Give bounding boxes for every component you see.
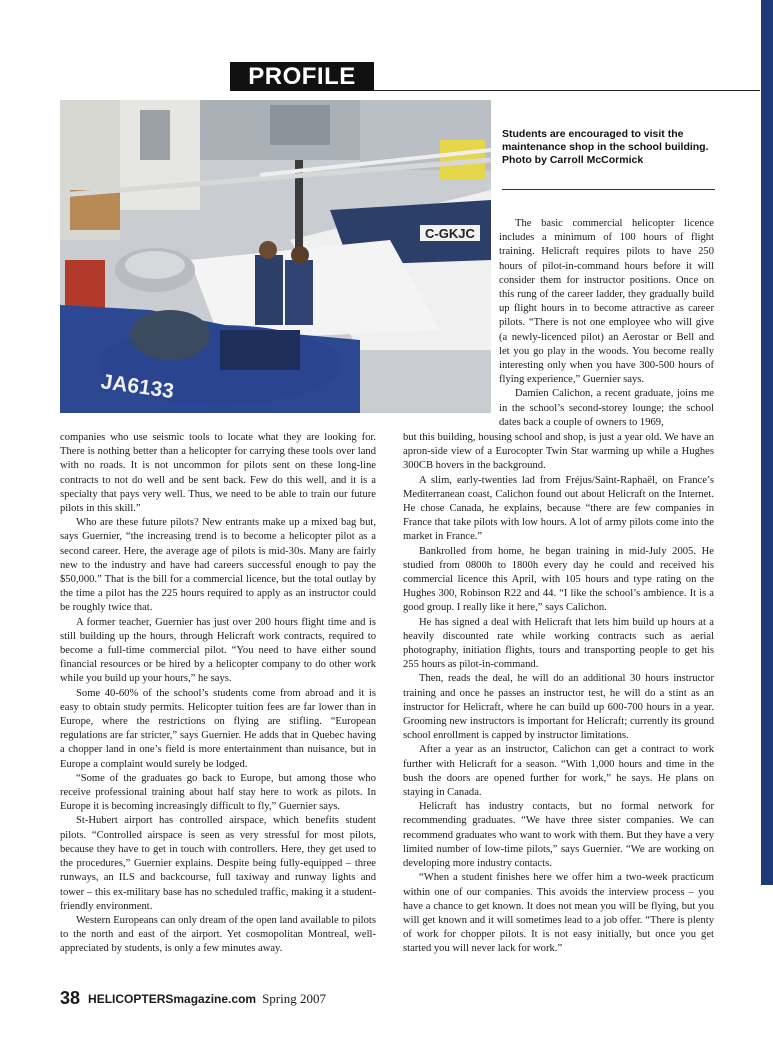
paragraph: Then, reads the deal, he will do an additional 30 hours instructor training and once he passes an instructor test, he will do a stint as an instructor for Helicraft, where he can build up 600-700 hours in a year. Grooming new instructors is important for Helicraft; currently its ground school enrollment is capped by instructor limitations.: [403, 673, 714, 742]
paragraph: Helicraft has industry contacts, but no formal network for recommending graduates. “We have three sister companies. We can recommend graduates who want to work with them. But they have a very limited number of low-time pilots,” says Guernier. “We are working on developing more industry contacts.: [403, 801, 714, 870]
right-top-column: [499, 217, 714, 430]
maintenance-shop-photo: [60, 100, 491, 413]
paragraph: Who are these future pilots? New entrants make up a mixed bag but, says Guernier, “the increasing trend is to become a helicopter pilot as a second career. Here, the average age of pilots is mid-30s. Many are fairly new to the industry and have had careers successful enough to pay the $50,000.” That is the bill for a commercial licence, but the total outlay by the time a pilot has the 225 hours required to apply as an instructor could be roughly twice that.: [60, 517, 376, 614]
paragraph: A former teacher, Guernier has just over 200 hours flight time and is still building up the hours, through Helicraft work contracts, required to become a full-time commercial pilot. “You need to have either sound financial resources or be hired by a helicopter company to do other work while you build up your hours,” he says.: [60, 616, 376, 685]
page-footer: [60, 988, 326, 1010]
photo-registration-far: C-GKJC: [425, 226, 475, 241]
paragraph: Western Europeans can only dream of the open land available to pilots to the north and east of the airport. Yet cosmopolitan Montreal, well-appreciated by students, is only a few minutes away.: [60, 914, 376, 955]
paragraph: The basic commercial helicopter licence includes a minimum of 100 hours of flight training. Helicraft requires pilots to have 250 hours of pilot-in-command hours before it will consider them for instructor positions. Once on this rung of the career ladder, they gradually build up flight hours in to become attractive as career pilots. “There is not one employee who will give (a newly-licenced pilot) an Aerostar or Bell and let you go play in the woods. You become really interesting only when you have 300-500 hours of flying experience,” Guernier says.: [499, 218, 714, 386]
side-color-bar: [761, 0, 773, 885]
page-number: 38: [60, 988, 81, 1008]
caption-rule: [502, 189, 715, 190]
photo-caption: Students are encouraged to visit the maintenance shop in the school building. Photo by Carroll McCormick: [502, 128, 709, 166]
paragraph: Bankrolled from home, he began training in mid-July 2005. He studied from 0800h to 1800h every day he could and received his commercial licence this April, with 105 hours and type rating on the Hughes 300, Robinson R22 and 44. “I like the school’s ambience. It is a good group. I really like it here,” says Calichon.: [403, 545, 714, 614]
paragraph: He has signed a deal with Helicraft that lets him build up hours at a heavily discounted rate while working contracts such as aerial photography, initiation flights, tours and transporting people to get his 255 hours as pilot-in-command.: [403, 616, 714, 671]
paragraph: A slim, early-twenties lad from Fréjus/Saint-Raphaël, on France’s Mediterranean coast, Calichon found out about Helicraft on the Internet. He chose Canada, he explains, because “there are few companies in France that take pilots with low hours. A lot of army pilots come into the market in France.”: [403, 474, 714, 543]
paragraph: “When a student finishes here we offer him a two-week practicum within one of our companies. This avoids the interview process – you have a chance to get known. It does not mean you will be flying, but you will get known and it will sometimes lead to a job offer. “There is plenty of work for chopper pilots. It is not easy initially, but once you get started you will never lack for work.”: [403, 872, 714, 955]
section-label: PROFILE: [230, 62, 374, 91]
paragraph: “Some of the graduates go back to Europe, but among those who receive professional training about half stay here to work as pilots. In Europe it is becoming increasingly difficult to fly,” Guernier says.: [60, 772, 376, 813]
paragraph: but this building, housing school and shop, is just a year old. We have an apron-side view of a Eurocopter Twin Star warming up while a Hughes 300CB hovers in the background.: [403, 432, 714, 472]
paragraph: Damien Calichon, a recent graduate, joins me in the school’s second-storey lounge; the school dates back a couple of owners to 1969,: [499, 388, 714, 428]
left-column: [60, 431, 376, 957]
paragraph: St-Hubert airport has controlled airspace, which benefits student pilots. “Controlled airspace is seen as very stressful for most pilots, because they have to get in touch with controllers. Here, they get used to the procedures,” Guernier explains. Despite being fully-equipped – three runways, an ILS and backcourse, full taxiway and runway lights and tower – this ex-military base has no scheduled traffic, making it a student-friendly environment.: [60, 815, 376, 912]
photo-registration-near: JA6133: [99, 370, 176, 404]
paragraph: After a year as an instructor, Calichon can get a contract to work further with Helicraft for a season. “With 1,000 hours and time in the bush the doors are opened further for work,” he says. He plans on staying in Canada.: [403, 744, 714, 799]
paragraph: Some 40-60% of the school’s students come from abroad and it is easy to obtain study permits. Helicopter tuition fees are far lower than in Europe, where the restrictions on flying are stifling. “European regulations are far stricter,” says Guernier. He adds that in Quebec having a chopper land in one’s field is more entertainment than nuisance, but in Europe a complaint would surely be lodged.: [60, 687, 376, 770]
magazine-name: HELICOPTERSmagazine.com: [88, 991, 257, 1006]
paragraph: companies who use seismic tools to locate what they are looking for. There is nothing better than a helicopter for carrying these tools over land with no roads. It is not uncommon for pilots sent on these long-line contracts to not do well and be sent back. Few do this well, and it is a specialty that pays very well. Thus, we need to be able to train our future pilots in this skill.”: [60, 432, 376, 515]
issue-date: Spring 2007: [262, 990, 326, 1006]
middle-column: [403, 431, 714, 957]
